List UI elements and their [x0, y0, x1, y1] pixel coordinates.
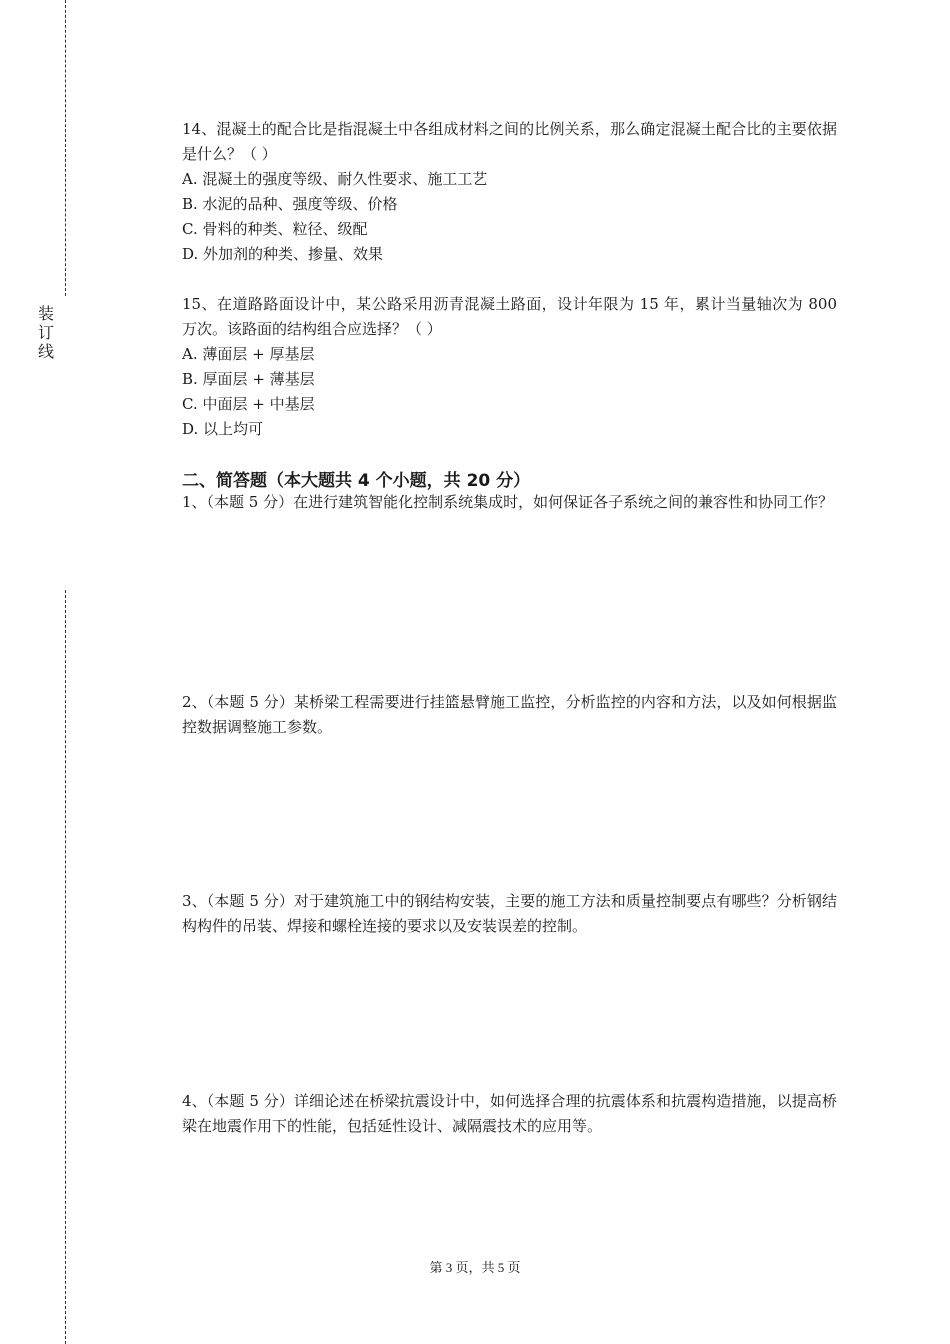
section-title-short-answer: 二、简答题（本大题共 4 个小题，共 20 分）: [182, 471, 531, 491]
binding-dashed-line-bottom: [65, 590, 66, 1344]
option-c: C. 中面层 + 中基层: [182, 395, 315, 413]
page-number: 第 3 页，共 5 页: [429, 1260, 521, 1275]
binding-char: 线: [37, 342, 54, 361]
option-a: A. 混凝土的强度等级、耐久性要求、施工工艺: [182, 170, 488, 188]
question-stem: 15、在道路路面设计中，某公路采用沥青混凝土路面，设计年限为 15 年，累计当量轴次为 800 万次。该路面的结构组合应选择？（ ）: [182, 295, 837, 338]
option-c: C. 骨料的种类、粒径、级配: [182, 220, 368, 238]
question-stem: 14、混凝土的配合比是指混凝土中各组成材料之间的比例关系，那么确定混凝土配合比的主要依据是什么？（ ）: [182, 120, 837, 163]
binding-char: 装: [37, 304, 54, 323]
short-answer-2: 2、（本题 5 分）某桥梁工程需要进行挂篮悬臂施工监控，分析监控的内容和方法，以及如何根据监控数据调整施工参数。: [182, 693, 837, 736]
short-answer-4: 4、（本题 5 分）详细论述在桥梁抗震设计中，如何选择合理的抗震体系和抗震构造措施，以提高桥梁在地震作用下的性能，包括延性设计、减隔震技术的应用等。: [182, 1092, 837, 1135]
option-b: B. 水泥的品种、强度等级、价格: [182, 195, 398, 213]
binding-char: 订: [37, 323, 54, 342]
short-answer-1: 1、（本题 5 分）在进行建筑智能化控制系统集成时，如何保证各子系统之间的兼容性和协同工作？: [182, 493, 834, 511]
short-answer-3: 3、（本题 5 分）对于建筑施工中的钢结构安装，主要的施工方法和质量控制要点有哪些？分析钢结构构件的吊装、焊接和螺栓连接的要求以及安装误差的控制。: [182, 892, 837, 935]
question-15: [182, 292, 837, 442]
option-d: D. 外加剂的种类、掺量、效果: [182, 245, 384, 263]
binding-line-label: [37, 304, 55, 361]
binding-dashed-line-top: [65, 0, 66, 296]
question-14: [182, 117, 837, 267]
option-a: A. 薄面层 + 厚基层: [182, 345, 315, 363]
option-b: B. 厚面层 + 薄基层: [182, 370, 315, 388]
option-d: D. 以上均可: [182, 420, 264, 438]
